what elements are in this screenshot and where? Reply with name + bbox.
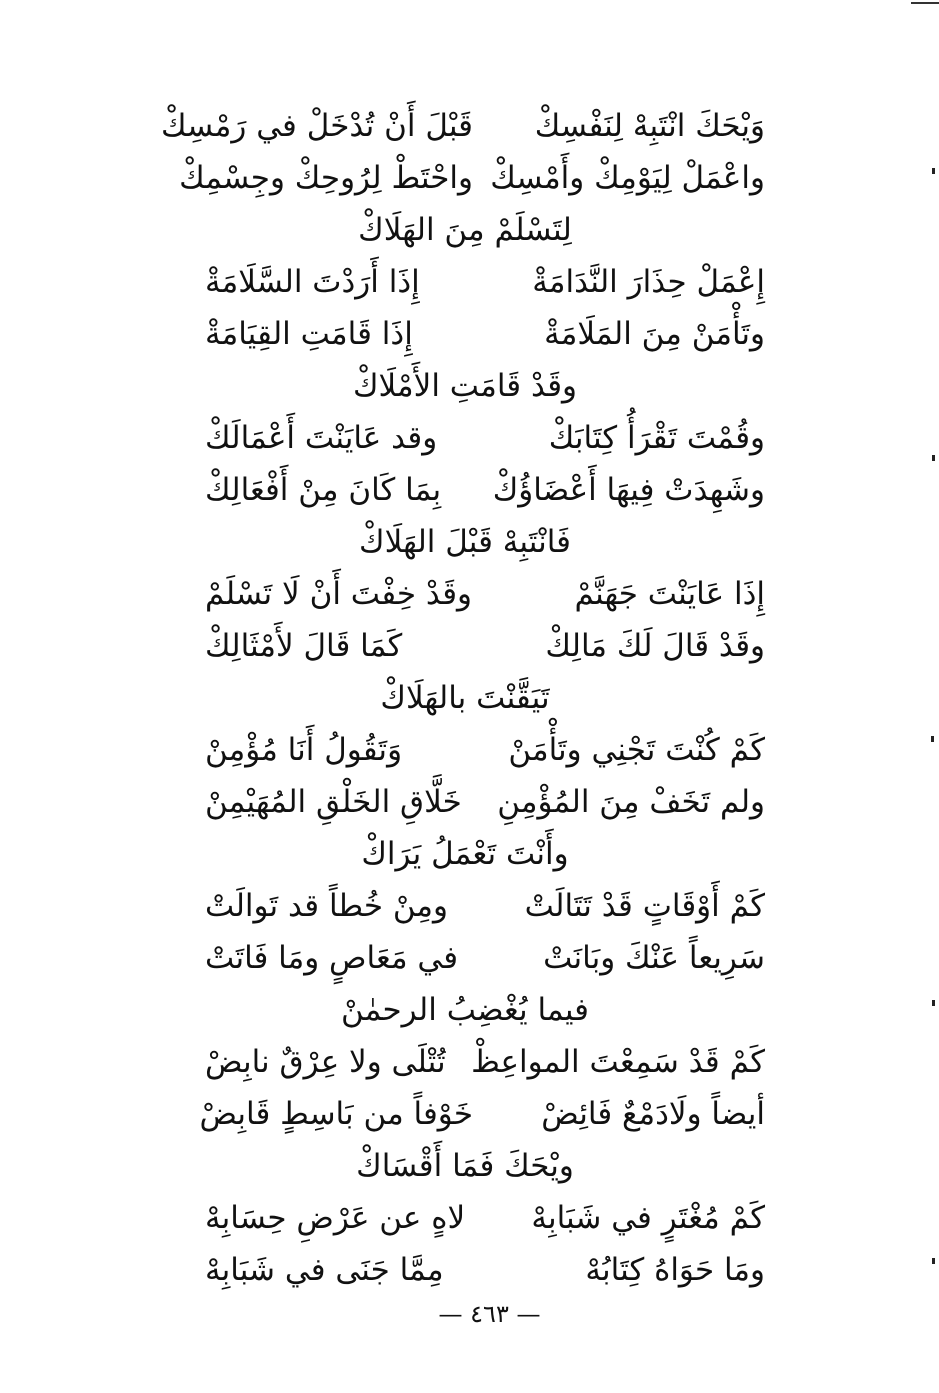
hemistich-first: أيضاً ولَادَمْعٌ فَائِضْ	[541, 1096, 765, 1132]
hemistich-second: قَبْلَ أَنْ تُدْخَلْ في رَمْسِكْ	[161, 108, 473, 144]
hemistich-first: ولم تَخَفْ مِنَ المُؤْمِنِ	[497, 784, 765, 820]
hemistich-first: كَمْ قَدْ سَمِعْتَ المواعِظْ	[471, 1044, 765, 1080]
refrain-line: وأَنْتَ تَعْمَلُ يَرَاكْ	[361, 836, 569, 872]
refrain-line: فيما يُغْضِبُ الرحمٰنْ	[341, 992, 589, 1028]
scan-edge-mark	[911, 2, 939, 4]
hemistich-second: بِمَا كَانَ مِنْ أَفْعَالِكْ	[205, 472, 442, 508]
hemistich-first: وشَهِدَتْ فِيهَا أَعْضَاؤُكْ	[492, 472, 765, 508]
hemistich-first: وتَأْمَنْ مِنَ المَلَامَةْ	[544, 316, 765, 352]
verse-line	[205, 880, 765, 932]
page-number: — ٤٦٣ —	[438, 1300, 541, 1328]
verse-line	[205, 1036, 765, 1088]
verse-line	[179, 152, 765, 204]
hemistich-second: في مَعَاصٍ ومَا فَاتَتْ	[205, 940, 459, 976]
hemistich-second: وقَدْ خِفْتَ أَنْ لَا تَسْلَمْ	[205, 576, 472, 612]
verse-line	[205, 932, 765, 984]
hemistich-first: إِذَا عَايَنْتَ جَهَنَّمْ	[574, 576, 765, 612]
hemistich-first: إِعْمَلْ حِذَارَ النَّدَامَةْ	[532, 264, 765, 300]
refrain-line: لِتَسْلَمْ مِنَ الهَلَاكْ	[358, 212, 572, 248]
refrain-line: وقَدْ قَامَتِ الأَمْلَاكْ	[352, 368, 578, 404]
hemistich-second: وَتَقُولُ أَنَا مُؤْمِنْ	[205, 732, 403, 768]
hemistich-first: وقَدْ قَالَ لَكَ مَالِكْ	[545, 628, 765, 664]
hemistich-second: خَوْفاً من بَاسِطٍ قَابِضْ	[199, 1096, 473, 1132]
verse-line	[205, 776, 765, 828]
hemistich-second: وقد عَايَنْتَ أَعْمَالَكْ	[205, 420, 438, 456]
hemistich-first: وقُمْتَ تَقْرَأُ كِتَابَكْ	[548, 420, 765, 456]
scan-speck	[932, 1258, 935, 1264]
verse-line	[205, 256, 765, 308]
verse-line	[205, 568, 765, 620]
hemistich-first: كَمْ كُنْتَ تَجْنِي وتَأْمَنْ	[508, 732, 765, 768]
scan-speck	[932, 168, 935, 174]
hemistich-second: إِذَا أَرَدْتَ السَّلَامَةْ	[205, 264, 420, 300]
hemistich-second: ومِنْ خُطاً قد تَوالَتْ	[205, 888, 449, 924]
hemistich-second: تُتْلَى ولا عِرْقٌ نابِضْ	[205, 1044, 446, 1080]
hemistich-first: ومَا حَوَاهُ كِتَابُهْ	[585, 1252, 765, 1288]
hemistich-second: لاهٍ عن عَرْضِ حِسَابِهْ	[205, 1200, 466, 1236]
hemistich-second: واحْتَطْ لِرُوحِكْ وجِسْمِكْ	[179, 160, 473, 196]
hemistich-first: وَيْحَكَ انْتَبِهْ لِنَفْسِكْ	[534, 108, 765, 144]
hemistich-first: كَمْ مُغْتَرٍ في شَبَابِهْ	[531, 1200, 765, 1236]
refrain-line: فَانْتَبِهْ قَبْلَ الهَلَاكْ	[359, 524, 571, 560]
hemistich-first: سَرِيعاً عَنْكَ وبَانَتْ	[543, 940, 765, 976]
hemistich-first: كَمْ أَوْقَاتٍ قَدْ تَتَالَتْ	[524, 888, 765, 924]
scan-speck	[931, 736, 934, 742]
scan-speck	[932, 1000, 935, 1006]
verse-line	[205, 464, 765, 516]
verse-line	[205, 724, 765, 776]
verse-line	[161, 100, 765, 152]
verse-line	[205, 412, 765, 464]
hemistich-first: واعْمَلْ لِيَوْمِكْ وأَمْسِكْ	[490, 160, 765, 196]
verse-line	[199, 1088, 765, 1140]
verse-line	[205, 620, 765, 672]
refrain-line: تَيَقَّنْتَ بالهَلَاكْ	[380, 680, 550, 716]
verse-line	[205, 1192, 765, 1244]
hemistich-second: مِمَّا جَنَى في شَبَابِهْ	[205, 1252, 444, 1288]
hemistich-second: خَلَّاقِ الخَلْقِ المُهَيْمِنْ	[205, 784, 462, 820]
hemistich-second: كَمَا قَالَ لأَمْثَالِكْ	[205, 628, 403, 664]
poem-body	[161, 100, 765, 1296]
verse-line	[205, 308, 765, 360]
hemistich-second: إِذَا قَامَتِ القِيَامَةْ	[205, 316, 413, 352]
refrain-line: ويْحَكَ فَمَا أَقْسَاكْ	[356, 1148, 574, 1184]
verse-line	[205, 1244, 765, 1296]
scan-speck	[932, 455, 935, 461]
